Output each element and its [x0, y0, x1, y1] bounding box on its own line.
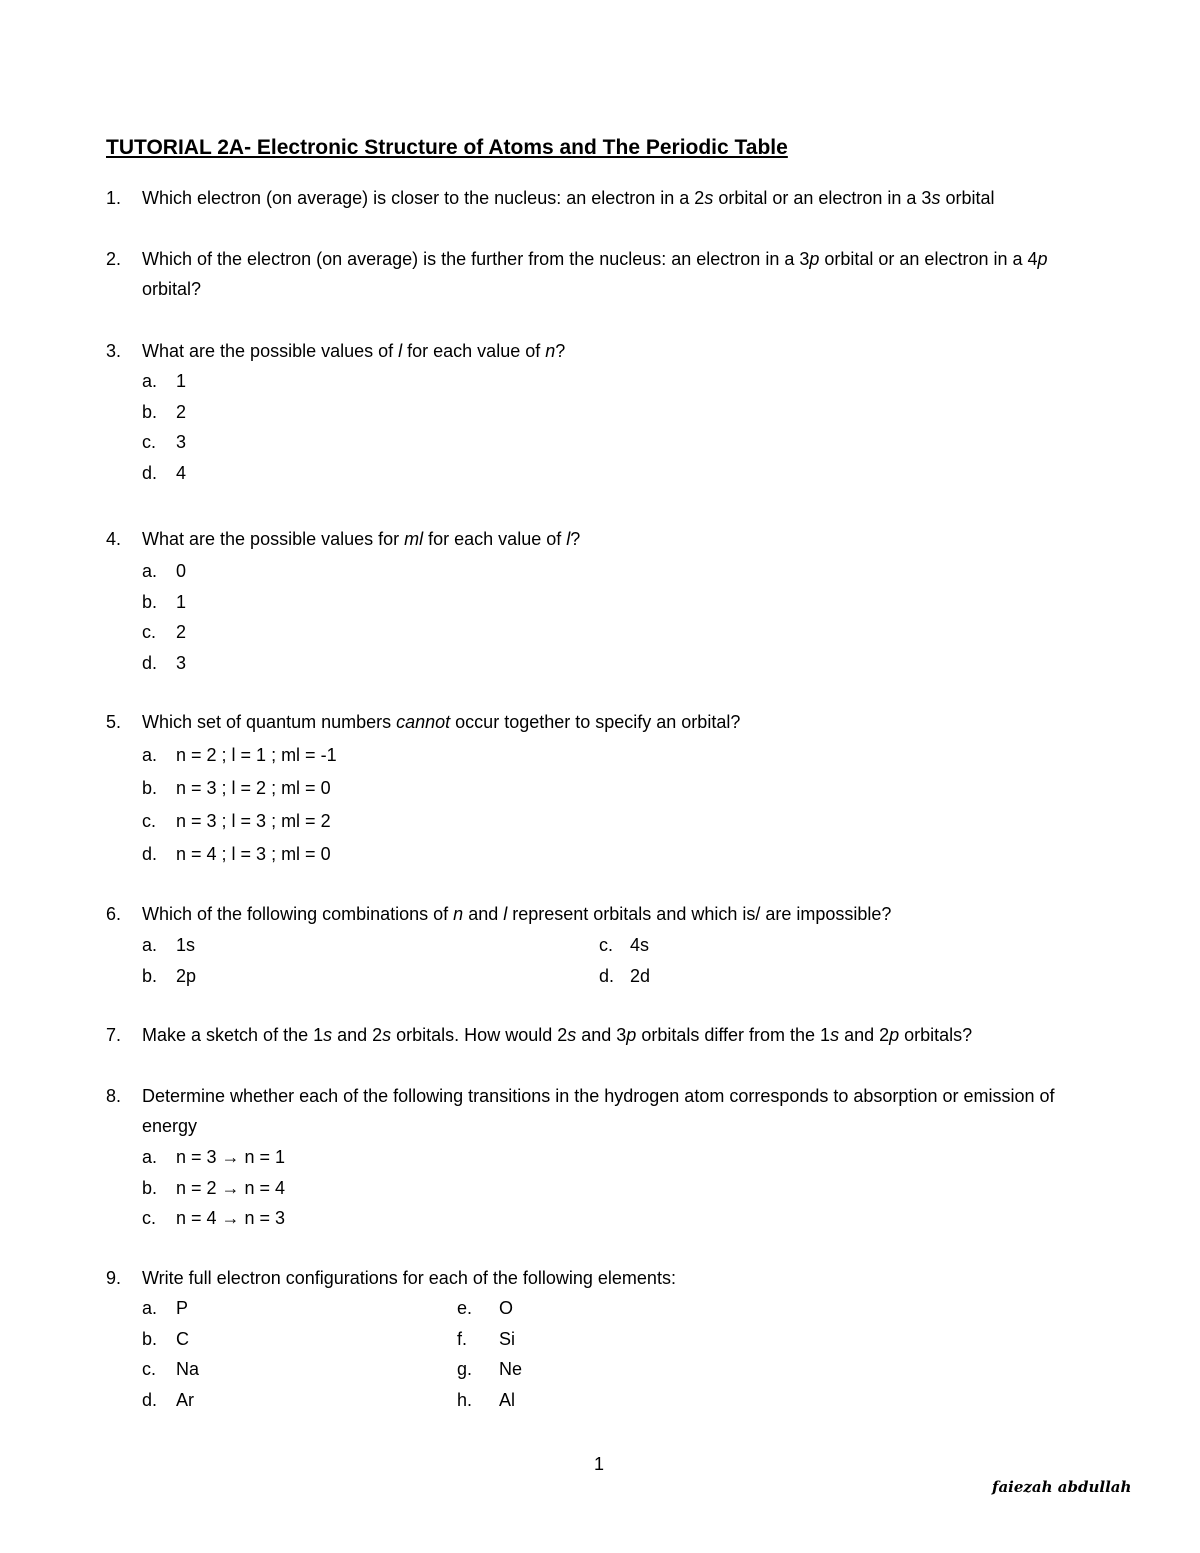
- document-page: TUTORIAL 2A- Electronic Structure of Atoms and The Periodic Table 1. Which electron (on average) is closer to the nucleus: an electron in a 2s orbital or an electron in a 3s orbital 2. Which of the electron (on average) is the further from the nucleus: an electron in a 3p orbital or an electron in a 4p orbital? 3. What are the possible values of l for each value of n? a. 1 b. 2 c. 3 d. 4 4. What are the possible values for ml for each value of l? a. 0 b. 1 c. 2 d. 3 5. Which set of quantum numbers cannot occur together to specify an orbital? a. n = 2 ; l = 1 ; ml = -1 b. n = 3 ; l = 2 ; ml = 0 c. n = 3 ; l = 3 ; ml = 2 d. n = 4 ; l = 3 ; ml = 0 6. Which of the following combinations of n and l represent orbitals and which is/ are impossible? a. 1s b. 2p c. 4s d. 2d 7. Make a sketch of the 1s and 2s orbitals. How would 2s and 3p orbitals differ from the 1s and 2p orbitals? 8. Determine whether each of the following transitions in the hydrogen atom corresponds to absorption or emission of energy a. n = 3 → n = 1 b. n = 2 → n = 4 c. n = 4 → n = 3 9. Write full electron configurations for each of the following elements: a. P b. C c. Na d. Ar e. O f. Si g. Ne h. Al 1 faiezah abdullah: [106, 136, 1132, 1496]
- page-number: 1: [594, 1454, 605, 1474]
- question-text: Write full electron configurations for each of the following elements:: [142, 1268, 676, 1288]
- question-number: 2.: [106, 249, 122, 269]
- question-text: Determine whether each of the following transitions in the hydrogen atom corresponds to absorption or emission of energy: [142, 1086, 1055, 1136]
- question-7: [106, 1020, 1102, 1050]
- question-text: Which of the following combinations of n and l represent orbitals and which is/ are impossible?: [142, 904, 892, 924]
- question-text: What are the possible values of l for each value of n?: [142, 341, 566, 361]
- question-5: [106, 707, 1102, 737]
- question-number: 6.: [106, 904, 122, 924]
- question-number: 1.: [106, 188, 122, 208]
- question-text: Which electron (on average) is closer to the nucleus: an electron in a 2s orbital or an electron in a 3s orbital: [142, 188, 995, 208]
- question-text: Make a sketch of the 1s and 2s orbitals. How would 2s and 3p orbitals differ from the 1s and 2p orbitals?: [142, 1025, 973, 1045]
- question-9: [106, 1263, 1102, 1293]
- question-number: 3.: [106, 341, 122, 361]
- question-number: 8.: [106, 1086, 122, 1106]
- question-6: [106, 899, 1102, 929]
- question-8: [106, 1081, 1102, 1141]
- question-1: [106, 183, 1102, 213]
- question-4: [106, 524, 1102, 554]
- question-number: 4.: [106, 529, 122, 549]
- question-text: What are the possible values for ml for each value of l?: [142, 529, 581, 549]
- page-title: TUTORIAL 2A- Electronic Structure of Atoms and The Periodic Table: [106, 136, 788, 159]
- question-2: [106, 244, 1102, 304]
- author-signature: faiezah abdullah: [992, 1478, 1132, 1496]
- question-text: Which of the electron (on average) is the further from the nucleus: an electron in a 3p orbital or an electron in a 4p orbital?: [142, 249, 1048, 299]
- question-text: Which set of quantum numbers cannot occur together to specify an orbital?: [142, 712, 741, 732]
- question-number: 5.: [106, 712, 122, 732]
- question-number: 7.: [106, 1025, 122, 1045]
- question-number: 9.: [106, 1268, 122, 1288]
- question-3: [106, 336, 1102, 366]
